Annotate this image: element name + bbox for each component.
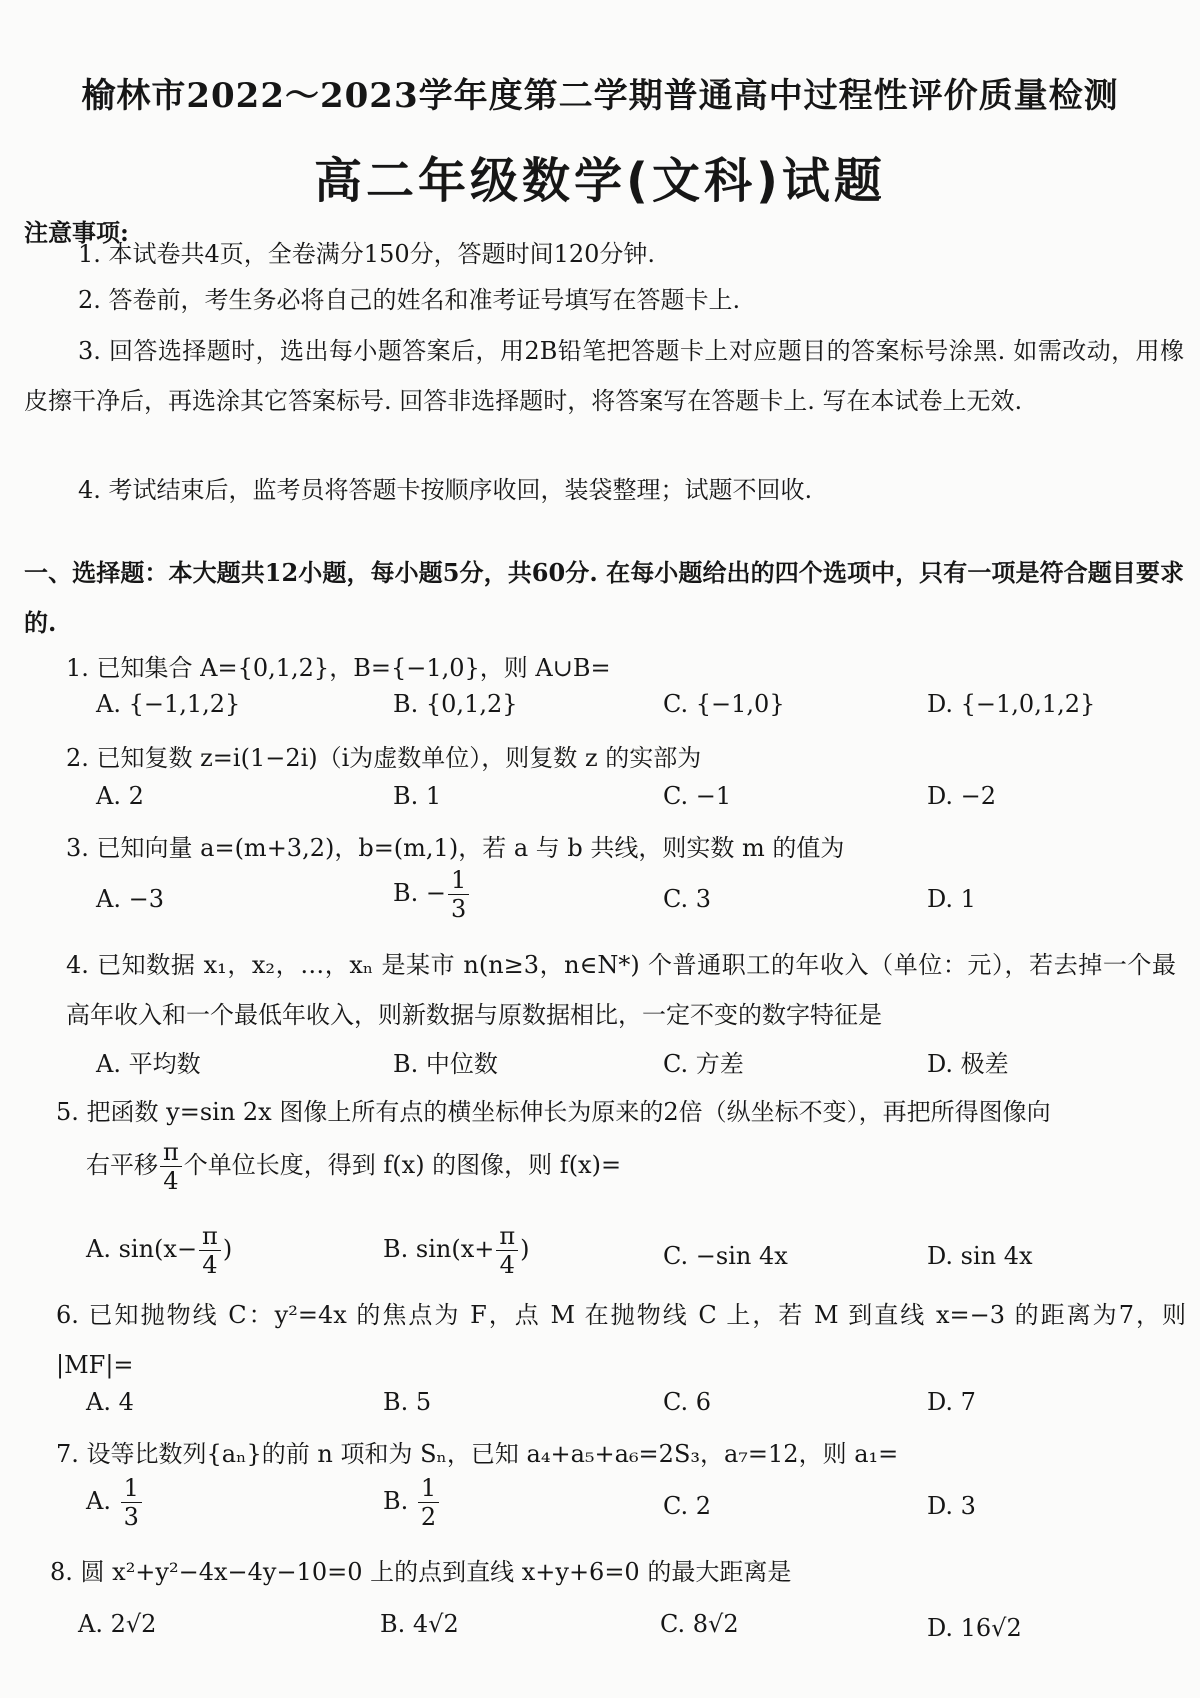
question-5-option-b [383, 1222, 530, 1279]
question-5-stem-line-2 [86, 1138, 621, 1195]
fraction [160, 1138, 182, 1195]
question-6-option-b: B. 5 [383, 1388, 432, 1416]
option-a-label: A. [86, 1487, 119, 1515]
question-2-option-c: C. −1 [663, 782, 732, 810]
notice-title: 注意事项: [24, 218, 129, 247]
fraction-numerator: π [199, 1222, 221, 1251]
option-a-prefix: A. sin(x− [86, 1235, 198, 1263]
question-1-option-a: A. {−1,1,2} [96, 690, 241, 718]
question-8-stem: 8. 圆 x²+y²−4x−4y−10=0 上的点到直线 x+y+6=0 的最大距离是 [50, 1558, 792, 1586]
option-b-label: B. [383, 1487, 416, 1515]
fraction-denominator: 4 [163, 1167, 179, 1195]
question-7-stem: 7. 设等比数列{aₙ}的前 n 项和为 Sₙ，已知 a₄+a₅+a₆=2S₃，a₇=12，则 a₁= [56, 1440, 899, 1468]
question-5-option-d: D. sin 4x [927, 1242, 1033, 1270]
question-3-option-a: A. −3 [96, 885, 164, 913]
question-2-option-b: B. 1 [393, 782, 442, 810]
question-6-option-c: C. 6 [663, 1388, 712, 1416]
question-3-option-c: C. 3 [663, 885, 712, 913]
option-b-prefix: B. sin(x+ [383, 1235, 495, 1263]
question-6-option-a: A. 4 [86, 1388, 134, 1416]
fraction-denominator: 4 [499, 1251, 515, 1279]
fraction-numerator: 1 [418, 1474, 439, 1503]
question-8-option-a: A. 2√2 [78, 1610, 157, 1638]
fraction [448, 866, 469, 923]
question-1-option-c: C. {−1,0} [663, 690, 785, 718]
question-7-option-d: D. 3 [927, 1492, 976, 1520]
question-8-option-b: B. 4√2 [380, 1610, 459, 1638]
fraction-denominator: 3 [451, 895, 467, 923]
fraction-denominator: 2 [420, 1503, 437, 1531]
option-a-suffix: ) [222, 1235, 233, 1263]
fraction-numerator: π [496, 1222, 518, 1251]
fraction-numerator: 1 [448, 866, 469, 895]
exam-header: 榆林市2022～2023学年度第二学期普通高中过程性评价质量检测 [81, 76, 1119, 116]
notice-item-1: 1. 本试卷共4页，全卷满分150分，答题时间120分钟. [78, 240, 656, 268]
option-b-suffix: ) [520, 1235, 530, 1263]
question-6-stem: 6. 已知抛物线 C：y²=4x 的焦点为 F，点 M 在抛物线 C 上，若 M 到直线 x=−3 的距离为7，则 |MF|= [56, 1301, 1186, 1379]
question-2-option-d: D. −2 [927, 782, 997, 810]
question-2-option-a: A. 2 [96, 782, 144, 810]
fraction [418, 1474, 439, 1531]
question-4-option-c: C. 方差 [663, 1050, 744, 1078]
notice-item-3: 3. 回答选择题时，选出每小题答案后，用2B铅笔把答题卡上对应题目的答案标号涂黑. 如需改动，用橡皮擦干净后，再选涂其它答案标号. 回答非选择题时，将答案写在答题卡上. 写在本试卷上无效. [24, 337, 1184, 415]
question-6-option-d: D. 7 [927, 1388, 976, 1416]
question-3-option-b-prefix: B. − [393, 879, 447, 907]
question-4-option-a: A. 平均数 [96, 1050, 201, 1078]
question-4-option-d: D. 极差 [927, 1050, 1009, 1078]
notice-item-2: 2. 答卷前，考生务必将自己的姓名和准考证号填写在答题卡上. [78, 286, 741, 314]
question-8-option-c: C. 8√2 [660, 1610, 739, 1638]
question-7-option-b [383, 1474, 441, 1531]
page-title: 高二年级数学(文科)试题 [314, 153, 886, 209]
question-3-option-d: D. 1 [927, 885, 976, 913]
question-4-stem: 4. 已知数据 x₁，x₂，…，xₙ 是某市 n(n≥3，n∈N*) 个普通职工的年收入（单位：元），若去掉一个最高年收入和一个最低年收入，则新数据与原数据相比，一定不变的数字特征是 [66, 951, 1176, 1029]
question-5-option-a [86, 1222, 232, 1279]
question-5-stem-post: 个单位长度，得到 f(x) 的图像，则 f(x)= [183, 1151, 622, 1179]
question-2-stem: 2. 已知复数 z=i(1−2i)（i为虚数单位），则复数 z 的实部为 [66, 744, 702, 772]
fraction-denominator: 3 [123, 1503, 139, 1531]
notice-item-4: 4. 考试结束后，监考员将答题卡按顺序收回，装袋整理；试题不回收. [78, 476, 813, 504]
question-1-option-d: D. {−1,0,1,2} [927, 690, 1096, 718]
fraction-numerator: 1 [121, 1474, 142, 1503]
question-3-stem: 3. 已知向量 a=(m+3,2)，b=(m,1)，若 a 与 b 共线，则实数 m 的值为 [66, 834, 845, 862]
fraction [199, 1222, 221, 1279]
question-5-option-c: C. −sin 4x [663, 1242, 788, 1270]
question-4-option-b: B. 中位数 [393, 1050, 498, 1078]
question-3-option-b [393, 866, 471, 923]
fraction-numerator: π [160, 1138, 182, 1167]
question-7-option-a [86, 1474, 144, 1531]
question-7-option-c: C. 2 [663, 1492, 712, 1520]
question-1-option-b: B. {0,1,2} [393, 690, 518, 718]
fraction [121, 1474, 142, 1531]
fraction [496, 1222, 518, 1279]
question-5-stem-line-1: 5. 把函数 y=sin 2x 图像上所有点的横坐标伸长为原来的2倍（纵坐标不变），再把所得图像向 [56, 1098, 1051, 1126]
section-heading: 一、选择题：本大题共12小题，每小题5分，共60分. 在每小题给出的四个选项中，只有一项是符合题目要求的. [24, 558, 1184, 637]
question-8-option-d: D. 16√2 [927, 1614, 1022, 1642]
question-5-stem-pre: 右平移 [86, 1151, 158, 1179]
fraction-denominator: 4 [202, 1251, 218, 1279]
question-1-stem: 1. 已知集合 A={0,1,2}，B={−1,0}，则 A∪B= [66, 654, 611, 682]
